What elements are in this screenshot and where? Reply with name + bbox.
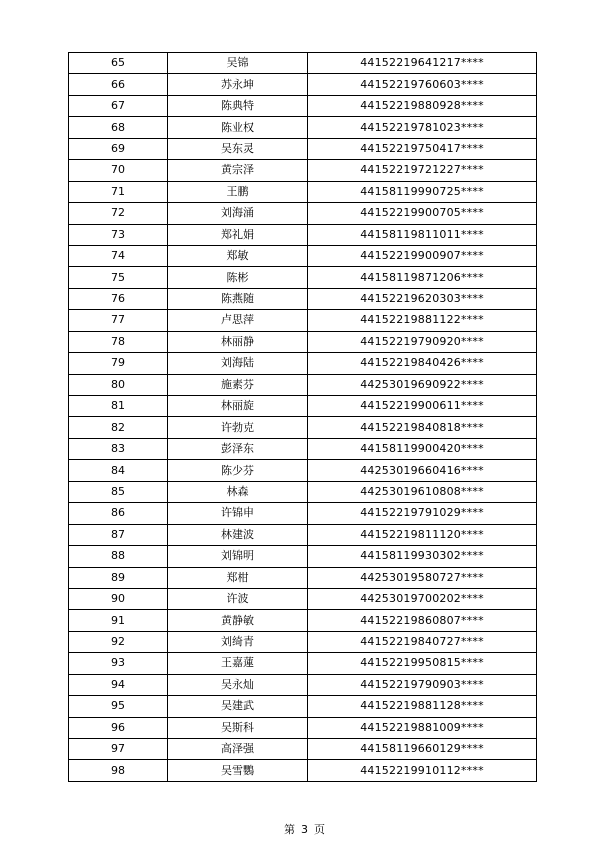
table-row	[69, 546, 537, 567]
table-row	[69, 288, 537, 309]
id-number: 44152219840727****	[308, 631, 537, 652]
table-row	[69, 760, 537, 781]
person-name: 郑礼娟	[168, 224, 308, 245]
row-number: 65	[69, 53, 168, 74]
row-number: 79	[69, 353, 168, 374]
row-number: 74	[69, 245, 168, 266]
id-number: 44152219781023****	[308, 117, 537, 138]
table-row	[69, 588, 537, 609]
roster-table-body	[69, 53, 537, 782]
table-row	[69, 438, 537, 459]
table-row	[69, 503, 537, 524]
id-number: 44152219900611****	[308, 396, 537, 417]
id-number: 44152219721227****	[308, 160, 537, 181]
id-number: 44158119990725****	[308, 181, 537, 202]
id-number: 44152219881009****	[308, 717, 537, 738]
person-name: 刘绮青	[168, 631, 308, 652]
person-name: 林丽旋	[168, 396, 308, 417]
table-row	[69, 95, 537, 116]
person-name: 卢思萍	[168, 310, 308, 331]
table-row	[69, 138, 537, 159]
table-row	[69, 696, 537, 717]
person-name: 林丽静	[168, 331, 308, 352]
roster-table	[68, 52, 537, 782]
person-name: 吴永灿	[168, 674, 308, 695]
row-number: 67	[69, 95, 168, 116]
row-number: 66	[69, 74, 168, 95]
row-number: 69	[69, 138, 168, 159]
person-name: 黄宗泽	[168, 160, 308, 181]
row-number: 95	[69, 696, 168, 717]
id-number: 44152219641217****	[308, 53, 537, 74]
row-number: 85	[69, 481, 168, 502]
row-number: 91	[69, 610, 168, 631]
page-prefix: 第	[284, 823, 295, 836]
table-row	[69, 353, 537, 374]
row-number: 84	[69, 460, 168, 481]
id-number: 44253019690922****	[308, 374, 537, 395]
id-number: 44152219791029****	[308, 503, 537, 524]
row-number: 96	[69, 717, 168, 738]
id-number: 44152219840818****	[308, 417, 537, 438]
row-number: 97	[69, 739, 168, 760]
id-number: 44158119811011****	[308, 224, 537, 245]
person-name: 许勃克	[168, 417, 308, 438]
row-number: 82	[69, 417, 168, 438]
person-name: 陈业权	[168, 117, 308, 138]
table-row	[69, 310, 537, 331]
person-name: 施素芬	[168, 374, 308, 395]
person-name: 吴建武	[168, 696, 308, 717]
table-row	[69, 631, 537, 652]
row-number: 86	[69, 503, 168, 524]
person-name: 郑敏	[168, 245, 308, 266]
person-name: 黄静敏	[168, 610, 308, 631]
id-number: 44152219881128****	[308, 696, 537, 717]
person-name: 林森	[168, 481, 308, 502]
id-number: 44152219900705****	[308, 203, 537, 224]
id-number: 44152219910112****	[308, 760, 537, 781]
row-number: 83	[69, 438, 168, 459]
table-row	[69, 396, 537, 417]
id-number: 44152219790903****	[308, 674, 537, 695]
table-row	[69, 245, 537, 266]
person-name: 王鹏	[168, 181, 308, 202]
id-number: 44152219760603****	[308, 74, 537, 95]
person-name: 刘海陆	[168, 353, 308, 374]
page-suffix: 页	[314, 823, 325, 836]
row-number: 76	[69, 288, 168, 309]
person-name: 许波	[168, 588, 308, 609]
id-number: 44158119871206****	[308, 267, 537, 288]
id-number: 44152219880928****	[308, 95, 537, 116]
row-number: 80	[69, 374, 168, 395]
id-number: 44152219840426****	[308, 353, 537, 374]
row-number: 89	[69, 567, 168, 588]
person-name: 吴东灵	[168, 138, 308, 159]
table-row	[69, 460, 537, 481]
id-number: 44152219790920****	[308, 331, 537, 352]
row-number: 81	[69, 396, 168, 417]
table-row	[69, 224, 537, 245]
table-row	[69, 331, 537, 352]
person-name: 陈燕随	[168, 288, 308, 309]
row-number: 71	[69, 181, 168, 202]
table-row	[69, 53, 537, 74]
row-number: 77	[69, 310, 168, 331]
table-row	[69, 717, 537, 738]
row-number: 94	[69, 674, 168, 695]
row-number: 78	[69, 331, 168, 352]
id-number: 44253019660416****	[308, 460, 537, 481]
row-number: 87	[69, 524, 168, 545]
person-name: 吴雪鸚	[168, 760, 308, 781]
person-name: 刘海涌	[168, 203, 308, 224]
table-row	[69, 267, 537, 288]
id-number: 44158119900420****	[308, 438, 537, 459]
id-number: 44152219900907****	[308, 245, 537, 266]
id-number: 44158119660129****	[308, 739, 537, 760]
id-number: 44152219750417****	[308, 138, 537, 159]
row-number: 98	[69, 760, 168, 781]
person-name: 许锦申	[168, 503, 308, 524]
row-number: 70	[69, 160, 168, 181]
table-row	[69, 74, 537, 95]
person-name: 高泽强	[168, 739, 308, 760]
person-name: 陈典特	[168, 95, 308, 116]
row-number: 90	[69, 588, 168, 609]
row-number: 68	[69, 117, 168, 138]
table-row	[69, 567, 537, 588]
id-number: 44152219860807****	[308, 610, 537, 631]
person-name: 陈少芬	[168, 460, 308, 481]
id-number: 44152219881122****	[308, 310, 537, 331]
row-number: 88	[69, 546, 168, 567]
table-row	[69, 160, 537, 181]
person-name: 刘锦明	[168, 546, 308, 567]
table-row	[69, 117, 537, 138]
id-number: 44253019580727****	[308, 567, 537, 588]
id-number: 44158119930302****	[308, 546, 537, 567]
table-row	[69, 524, 537, 545]
page-number: 3	[301, 823, 308, 836]
table-row	[69, 417, 537, 438]
row-number: 72	[69, 203, 168, 224]
table-row	[69, 374, 537, 395]
id-number: 44253019610808****	[308, 481, 537, 502]
person-name: 彭泽东	[168, 438, 308, 459]
person-name: 林建波	[168, 524, 308, 545]
id-number: 44152219950815****	[308, 653, 537, 674]
person-name: 吴锦	[168, 53, 308, 74]
table-row	[69, 653, 537, 674]
id-number: 44253019700202****	[308, 588, 537, 609]
person-name: 苏永坤	[168, 74, 308, 95]
person-name: 吴斯科	[168, 717, 308, 738]
page-footer	[0, 823, 609, 837]
table-row	[69, 181, 537, 202]
person-name: 陈彬	[168, 267, 308, 288]
table-row	[69, 674, 537, 695]
row-number: 93	[69, 653, 168, 674]
table-row	[69, 739, 537, 760]
row-number: 75	[69, 267, 168, 288]
table-row	[69, 203, 537, 224]
person-name: 王嘉蓮	[168, 653, 308, 674]
table-row	[69, 610, 537, 631]
row-number: 92	[69, 631, 168, 652]
id-number: 44152219811120****	[308, 524, 537, 545]
id-number: 44152219620303****	[308, 288, 537, 309]
table-row	[69, 481, 537, 502]
row-number: 73	[69, 224, 168, 245]
person-name: 郑柑	[168, 567, 308, 588]
